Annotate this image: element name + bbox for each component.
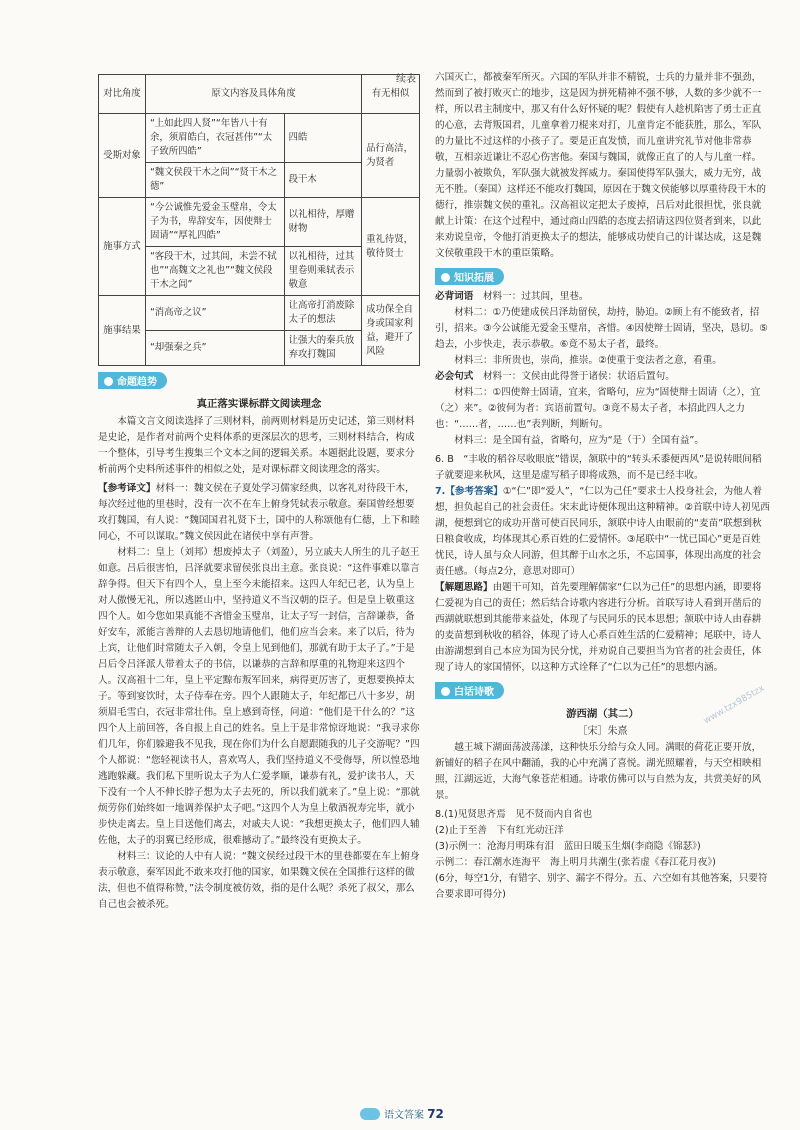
table-cell-sim: 品行高洁，为贤者 — [362, 114, 420, 198]
left-column — [98, 74, 420, 913]
table-cell-angle: 以礼相待，过其里卷则乘轼表示敬意 — [284, 247, 362, 296]
table-cell-orig: “客段干木，过其闾，未尝不轼也”“高魏文之礼也”“魏文侯段干木之闾” — [145, 247, 284, 296]
table-cell-orig: “魏文侯段干木之闾”“贤干木之德” — [145, 163, 284, 198]
must-words-m1: 材料一：过其闾，里巷。 — [482, 291, 589, 302]
header-similar: 有无相似 — [362, 75, 420, 114]
section-bar-trend — [98, 372, 167, 389]
must-sent-s1: 材料一：文侯由此得誉于诸侯：状语后置句。 — [482, 371, 675, 382]
must-sent-line — [435, 369, 770, 385]
section-bar-label: 白话诗歌 — [454, 687, 494, 698]
ref-label: 【参考译文】 — [98, 483, 156, 494]
table-row — [99, 114, 420, 163]
section-bar-knowledge — [435, 268, 504, 285]
answer-q6: 6. B “丰收的稻谷尽收眼底”错误，颔联中的“转头禾黍便西风”是说转眼间稻子就要迎来秋风，这里是虚写稻子即将成熟，而不是已经丰收。 — [435, 454, 762, 481]
table-cell-sim: 重礼待贤，敬待贤士 — [362, 198, 420, 296]
table-cell-angle: 让强大的秦兵放弃攻打魏国 — [284, 331, 362, 366]
table-cell-angle: 以礼相待，厚赠财物 — [284, 198, 362, 247]
continued-label: 续表 — [396, 74, 416, 85]
section-bar-poem — [435, 682, 504, 699]
page-footer — [360, 1106, 444, 1121]
table-row — [99, 296, 420, 331]
trend-title: 真正落实课标群文阅读理念 — [196, 398, 322, 410]
must-words-m3: 材料三：非所贵也，崇尚，推崇。②使重于变法者之意，看重。 — [454, 355, 722, 366]
comparison-table — [98, 74, 420, 366]
table-cell-angle: 让高帝打消废除太子的想法 — [284, 296, 362, 331]
group-label: 受斯对象 — [99, 114, 146, 198]
header-angle: 对比角度 — [99, 75, 146, 114]
q8-line: (6分，每空1分，有错字、别字、漏字不得分。五、六空如有其他答案，只要符合要求即可得分) — [435, 873, 768, 900]
bulb-icon — [104, 377, 113, 386]
page-number: 72 — [427, 1107, 444, 1121]
ref-translation-p3: 材料三：议论的人中有人说：“魏文侯经过段干木的里巷都要在车上俯身表示敬意，秦军因此不敢来攻打他的国家，如果魏文侯在全国推行这样的做法，但也不值得称赞，”法令制度被仿效，指的是什么呢？杀死了叔父，那么自己也会被杀死。 — [98, 851, 420, 910]
must-words-line — [435, 289, 770, 305]
footer-label: 语文答案 — [384, 1110, 424, 1121]
q8-line: 示例二：春江潮水连海平 海上明月共潮生(张若虚《春江花月夜》) — [435, 857, 716, 868]
answer-q8 — [435, 807, 770, 903]
must-sent-label: 必会句式 — [435, 371, 474, 382]
q7-label: 7.【参考答案】 — [435, 486, 503, 497]
poem-author: ［宋］朱熹 — [577, 726, 628, 737]
answer-q7 — [435, 484, 770, 580]
analysis-q7 — [435, 580, 770, 676]
table-header-row — [99, 75, 420, 114]
must-words-m2: 材料二：①乃使建成侯吕泽劫留侯，劫持，胁迫。②顾上有不能致者，招引，招来。③今公诚能无爱金玉璧帛，吝惜。④因使辩士固请，坚决，恳切。⑤趋去，小步快走，表示恭敬。⑥竟不易太子者，最终。 — [435, 307, 768, 350]
ref-p1-text: 材料一：魏文侯在子夏处学习儒家经典，以客礼对待段干木，每次经过他的里巷时，没有一次不在车上俯身凭轼表示敬意。秦国曾经想要攻打魏国，有人说：“魏国国君礼贤下士，国中的人称颂他有仁德，上下和睦同心，不可以谋取。”魏文侯因此在诸侯中享有声誉。 — [98, 483, 420, 542]
q8-line: 8.(1)见贤思齐焉 见不贤而内自省也 — [435, 809, 593, 820]
header-content: 原文内容及具体角度 — [145, 75, 361, 114]
must-sent-s3: 材料三：是全国有益，省略句，应为“是（于）全国有益”。 — [454, 435, 704, 446]
table-cell-orig: “消高帝之议” — [145, 296, 284, 331]
right-intro: 六国灭亡，都被秦军所灭。六国的军队并非不精锐，士兵的力量并非不强劲，然而到了被打败灭亡的地步，这是因为拼死精神不强不够，人数的多少就不一样，所以君主制度中，那又有什么好怀疑的呢？假使有人趁机陷害了勇士正直的心意，去背叛国君，儿童拿着刀棍来对打，儿童肯定不能获胜，那么，军队的力量比不过这样的小孩子了。要是正直发愤，而儿童讲究礼节对他非常恭敬，互相亲近谦让不忍心伤害他。秦国与魏国，就像正直了的人与儿童一样。力量弱小被欺负，军队强大就被发挥威力。秦国使得军队强大，威力无穷，战无不胜。（秦国）这样还不能攻打魏国，原因在于魏文侯能够以厚重待段干木的德行，推崇魏文侯的重礼。汉高祖议定把太子废掉，吕后对此很担忧，张良就献上计策：在这个过程中，通过商山四皓的态度去招请这四位贤者到来，以此来劝说皇帝，令他打消更换太子的想法，能够成功使自己的计谋达成，这是魏文侯敬重段干木的重臣策略。 — [435, 72, 766, 259]
right-column — [435, 70, 770, 903]
poem-title: 游西湖（其二） — [566, 708, 639, 720]
table-cell-orig: “上如此四人贤”“年皆八十有余，须眉皓白，衣冠甚伟”“太子致所四皓” — [145, 114, 284, 163]
poem-body: 越王城下湖面荡波荡漾，这种快乐分给与众人同。满眼的荷花正要开放，新铺好的稻子在风中翻涌，我的心中充满了喜悦。湖光照耀着，与天空相映相照，江湖远近，大海气象苍茫相通。诗歌仿佛可以与自然为友，共赏美好的风景。 — [435, 742, 762, 801]
analysis-text: 由题干可知，首先要理解儒家“仁以为己任”的思想内涵，即要将仁爱视为自己的责任；然后结合诗歌内容进行分析。首联写诗人看到开凿后的西湖就联想到其能带来益处，体现了与民同乐的民本思想；颔联中诗人由春耕的麦苗想到秋收的稻谷，体现了诗人心系百姓生活的仁爱精神；尾联中，诗人由游湖想到自己本应为国为民分忧，并劝说自己要担当为官者的社会责任，体现了诗人的家国情怀，以这种方式诠释了“仁以为己任”的思想内涵。 — [435, 582, 762, 673]
brand-logo-icon — [360, 1108, 380, 1120]
section-bar-label: 命题趋势 — [117, 377, 157, 388]
q8-line: (2)止于至善 下有红光动汪洋 — [435, 825, 564, 836]
table-cell-angle: 段干木 — [284, 163, 362, 198]
must-words-label: 必背词语 — [435, 291, 474, 302]
watermark: www.tzx985tzx — [702, 683, 767, 727]
table-row — [99, 198, 420, 247]
analysis-label: 【解题思路】 — [435, 582, 493, 593]
table-cell-angle: 四皓 — [284, 114, 362, 163]
trend-body: 本篇文言文阅读选择了三则材料，前两则材料是历史记述，第三则材料是史论，是作者对前两个史料体系的更深层次的思考，三则材料结合，构成一个整体，引导考生搜集三个文本之间的逻辑关系。本题据此设题，要求分析前两个史料所述事件的相似之处，是对课标群文阅读理念的落实。 — [98, 416, 415, 475]
q7-text: ①“仁”即“爱人”，“仁以为己任”要求士人投身社会，为他人着想，担负起自己的社会责任。宋末此诗便体现出这种精神。②首联中诗人初见西湖，便想到它的成功开凿可使百民同乐，颔联中诗人由眼前的“麦苗”联想到秋日粮食收成，均体现其心系百姓的仁爱情怀。③尾联中“一忧已国心”更是百姓忧民，诗人虽与众人同游，但其醉于山水之乐，不忘国事，体现出高度的社会责任感。（每点2分，意思对即可） — [435, 486, 770, 577]
q8-line: (3)示例一：沧海月明珠有泪 蓝田日暖玉生烟(李商隐《锦瑟》) — [435, 841, 701, 852]
table-cell-orig: “今公诚惟先爱金玉璧帛，令太子为书，卑辞安车，因使辩士固请”“厚礼四皓” — [145, 198, 284, 247]
section-bar-label: 知识拓展 — [454, 273, 494, 284]
poem-icon — [441, 687, 450, 696]
group-label: 施事结果 — [99, 296, 146, 366]
must-sent-s2: 材料二：①四使辩士固请，宜来，省略句，应为“固使辩士固请（之），宜（之）来”。②彼何为者：宾语前置句。③竟不易太子者，本招此四人之力也：“……者，……也”表判断，判断句。 — [435, 387, 761, 430]
ref-translation-p2: 材料二：皇上（刘邦）想废掉太子（刘盈），另立戚夫人所生的儿子赵王如意。吕后很害怕，吕泽就要求留侯张良出主意。张良说：“这件事难以靠言辞争得。但天下有四个人，皇上至今未能招来。这四人年纪已老，认为皇上对人傲慢无礼，所以逃匿山中，坚持道义不当汉朝的臣子。但是皇上敬重这四个人。如今您如果真能不吝惜金玉璧帛，让太子写一封信，言辞谦恭，备好安车，派能言善辩的人去恳切地请他们，他们应当会来。来了以后，待为上宾，让他们时常随太子入朝，令皇上见到他们，那就有助于太子了。”于是吕后令吕泽派人带着太子的书信，以谦恭的言辞和厚重的礼物迎来这四个人。汉高祖十二年，皇上平定黥布叛军回来，病得更厉害了，更想要换掉太子。等到宴饮时，太子侍奉在旁。四个人跟随太子，年纪都已八十多岁，胡须眉毛雪白，衣冠非常壮伟。皇上感到奇怪，问道：“他们是干什么的？”这四个人上前回答，各自报上自己的姓名。皇上于是非常惊讶地说：“我寻求你们几年，你们躲避我不见我，现在你们为什么自愿跟随我的儿子交游呢？”四个人都说：“您轻视读书人，喜欢骂人，我们坚持道义不受侮辱，所以惶恐地逃跑躲藏。我们私下里听说太子为人仁爱孝顺，谦恭有礼，爱护读书人，天下没有一个人不伸长脖子想为太子去死的，所以我们就来了。”皇上说：“那就烦劳你们始终如一地调养保护太子吧。”这四个人为皇上敬酒祝寿完毕，就小步快走离去。皇上目送他们离去，对戚夫人说：“我想更换太子，他们四人辅佐他，太子的羽翼已经形成，很难撼动了。”最终没有更换太子。 — [98, 547, 420, 846]
table-cell-sim: 成功保全自身或国家利益，避开了风险 — [362, 296, 420, 366]
book-icon — [441, 273, 450, 282]
ref-translation-p1 — [98, 481, 420, 545]
table-cell-orig: “却强秦之兵” — [145, 331, 284, 366]
group-label: 施事方式 — [99, 198, 146, 296]
